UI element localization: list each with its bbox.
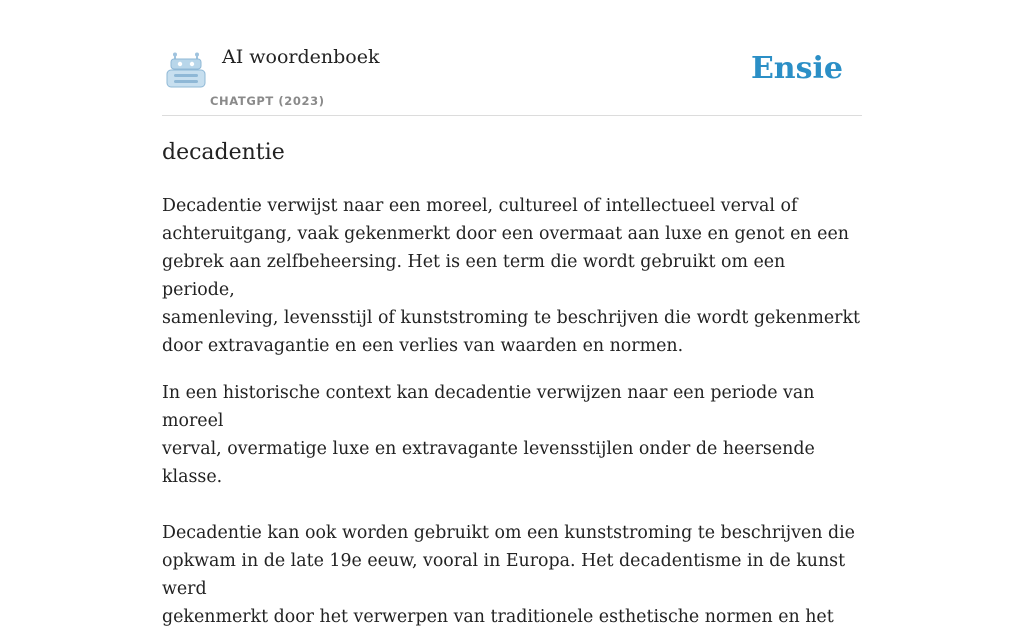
definition-paragraph: Decadentie kan ook worden gebruikt om een kunststroming te beschrijven die opkwam in de late 19e eeuw, vooral in Europa. Het decadentisme in de kunst werd gekenmerkt door het verwerpen van traditionele esthetische normen en het: [162, 523, 855, 627]
entry-word: decadentie: [162, 140, 285, 165]
definition-paragraph: Decadentie verwijst naar een moreel, cultureel of intellectueel verval of achteruitgang, vaak gekenmerkt door een overmaat aan luxe en genot en een gebrek aan zelfbeheersing. Het is een term die wordt gebruikt om een periode, samenleving, levensstijl of kunststroming te beschrijven die wordt gekenmerkt door extravagantie en een verlies van waarden en normen.: [162, 196, 860, 356]
source-header: [162, 40, 862, 116]
entry-definition: [162, 192, 862, 631]
source-subtitle: CHATGPT (2023): [210, 94, 325, 108]
definition-paragraph: In een historische context kan decadentie verwijzen naar een periode van moreel verval, overmatige luxe en extravagante levensstijlen onder de heersende klasse.: [162, 383, 815, 487]
robot-icon: [166, 52, 206, 88]
brand-logo[interactable]: Ensie: [750, 51, 843, 86]
source-title[interactable]: AI woordenboek: [222, 46, 380, 68]
